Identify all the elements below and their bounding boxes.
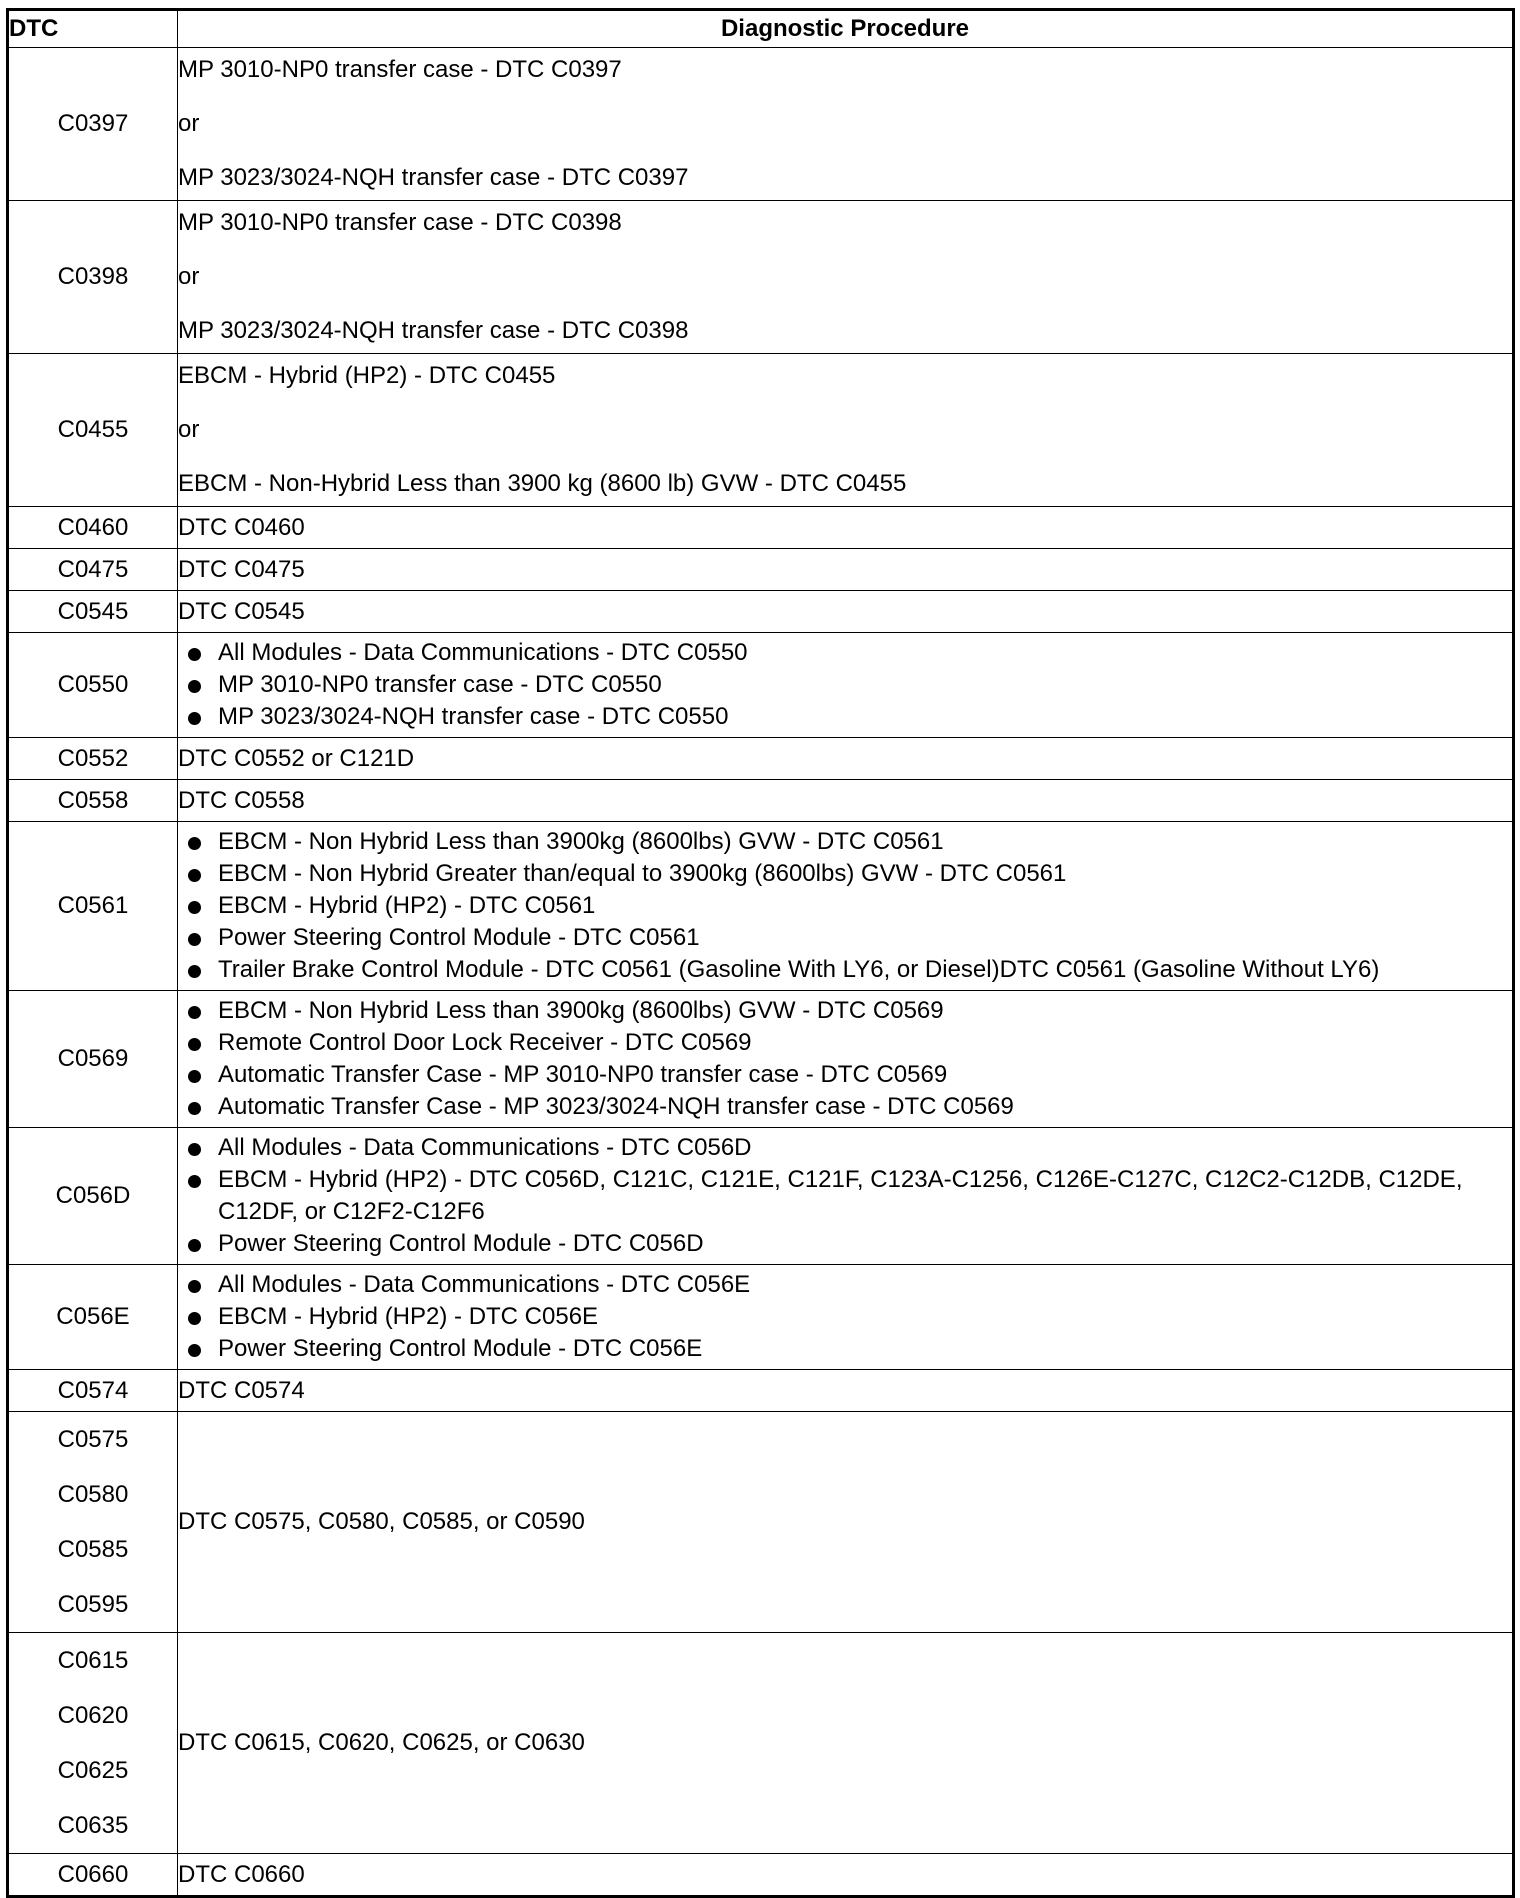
procedure-line: EBCM - Non-Hybrid Less than 3900 kg (8600 lb) GVW - DTC C0455	[178, 470, 907, 497]
dtc-code: C056E	[8, 1265, 178, 1370]
dtc-code-group	[8, 1633, 178, 1854]
procedure-bullet: EBCM - Hybrid (HP2) - DTC C056D, C121C, C121E, C121F, C123A-C1256, C126E-C127C, C12C2-C12DB, C12DE, C12DF, or C12F2-C12F6	[218, 1164, 1512, 1228]
procedure-line: or	[178, 263, 200, 290]
procedure-cell	[178, 1128, 1514, 1265]
procedure-bullet-list	[178, 1132, 1512, 1260]
procedure-cell: DTC C0552 or C121D	[178, 738, 1514, 780]
procedure-cell: DTC C0475	[178, 549, 1514, 591]
dtc-code: C0455	[8, 354, 178, 507]
procedure-bullet: All Modules - Data Communications - DTC C056E	[218, 1269, 1512, 1301]
dtc-code: C0550	[8, 633, 178, 738]
table-row	[8, 738, 1514, 780]
procedure-cell: DTC C0558	[178, 780, 1514, 822]
procedure-bullet: Remote Control Door Lock Receiver - DTC C0569	[218, 1027, 1512, 1059]
table-row	[8, 48, 1514, 201]
procedure-cell	[178, 1265, 1514, 1370]
dtc-code: C0574	[8, 1370, 178, 1412]
procedure-bullet: EBCM - Hybrid (HP2) - DTC C056E	[218, 1301, 1512, 1333]
dtc-code: C0460	[8, 507, 178, 549]
dtc-code: C0580	[57, 1481, 129, 1508]
procedure-bullet: Trailer Brake Control Module - DTC C0561 (Gasoline With LY6, or Diesel)DTC C0561 (Gasoline Without LY6)	[218, 954, 1512, 986]
table-row	[8, 591, 1514, 633]
dtc-code: C0595	[57, 1591, 129, 1618]
dtc-code: C0615	[57, 1647, 129, 1674]
procedure-cell: DTC C0460	[178, 507, 1514, 549]
dtc-code: C0552	[8, 738, 178, 780]
procedure-cell	[178, 201, 1514, 354]
table-row	[8, 822, 1514, 991]
dtc-code: C0397	[8, 48, 178, 201]
procedure-cell: DTC C0574	[178, 1370, 1514, 1412]
procedure-bullet-list	[178, 1269, 1512, 1365]
procedure-bullet: Automatic Transfer Case - MP 3023/3024-NQH transfer case - DTC C0569	[218, 1091, 1512, 1123]
procedure-bullet: All Modules - Data Communications - DTC C056D	[218, 1132, 1512, 1164]
procedure-cell	[178, 991, 1514, 1128]
table-row	[8, 1412, 1514, 1633]
procedure-bullet: Automatic Transfer Case - MP 3010-NP0 transfer case - DTC C0569	[218, 1059, 1512, 1091]
procedure-bullet: Power Steering Control Module - DTC C056E	[218, 1333, 1512, 1365]
procedure-line: EBCM - Hybrid (HP2) - DTC C0455	[178, 362, 556, 389]
procedure-line: or	[178, 110, 200, 137]
procedure-bullet: EBCM - Non Hybrid Greater than/equal to 3900kg (8600lbs) GVW - DTC C0561	[218, 858, 1512, 890]
procedure-bullet: EBCM - Hybrid (HP2) - DTC C0561	[218, 890, 1512, 922]
table-row	[8, 549, 1514, 591]
table-row	[8, 1128, 1514, 1265]
dtc-code: C0625	[57, 1757, 129, 1784]
procedure-cell	[178, 633, 1514, 738]
dtc-column-header: DTC	[8, 10, 178, 48]
dtc-code: C0558	[8, 780, 178, 822]
procedure-cell	[178, 822, 1514, 991]
dtc-code: C0635	[57, 1812, 129, 1839]
table-row	[8, 1265, 1514, 1370]
procedure-cell: DTC C0615, C0620, C0625, or C0630	[178, 1633, 1514, 1854]
dtc-code-group	[8, 1412, 178, 1633]
procedure-bullet: MP 3023/3024-NQH transfer case - DTC C0550	[218, 701, 1512, 733]
procedure-bullet-list	[178, 826, 1512, 986]
dtc-code: C0561	[8, 822, 178, 991]
table-row	[8, 1370, 1514, 1412]
table-row	[8, 1854, 1514, 1897]
procedure-cell: DTC C0545	[178, 591, 1514, 633]
procedure-bullet: MP 3010-NP0 transfer case - DTC C0550	[218, 669, 1512, 701]
table-row	[8, 780, 1514, 822]
procedure-bullet: Power Steering Control Module - DTC C0561	[218, 922, 1512, 954]
dtc-code: C056D	[8, 1128, 178, 1265]
dtc-code: C0545	[8, 591, 178, 633]
procedure-cell	[178, 354, 1514, 507]
table-row	[8, 1633, 1514, 1854]
dtc-code: C0398	[8, 201, 178, 354]
procedure-line: MP 3010-NP0 transfer case - DTC C0397	[178, 56, 622, 83]
table-row	[8, 633, 1514, 738]
procedure-bullet: EBCM - Non Hybrid Less than 3900kg (8600lbs) GVW - DTC C0569	[218, 995, 1512, 1027]
procedure-bullet: Power Steering Control Module - DTC C056D	[218, 1228, 1512, 1260]
table-row	[8, 201, 1514, 354]
dtc-code: C0569	[8, 991, 178, 1128]
table-row	[8, 507, 1514, 549]
table-row	[8, 991, 1514, 1128]
procedure-cell: DTC C0660	[178, 1854, 1514, 1897]
dtc-code: C0575	[57, 1426, 129, 1453]
procedure-bullet: EBCM - Non Hybrid Less than 3900kg (8600lbs) GVW - DTC C0561	[218, 826, 1512, 858]
procedure-line: or	[178, 416, 200, 443]
header-row	[8, 10, 1514, 48]
dtc-code: C0660	[8, 1854, 178, 1897]
procedure-column-header: Diagnostic Procedure	[178, 10, 1514, 48]
procedure-bullet-list	[178, 995, 1512, 1123]
dtc-table	[6, 8, 1515, 1898]
procedure-cell	[178, 48, 1514, 201]
procedure-bullet-list	[178, 637, 1512, 733]
dtc-code: C0475	[8, 549, 178, 591]
procedure-line: MP 3023/3024-NQH transfer case - DTC C0397	[178, 164, 689, 191]
procedure-line: MP 3010-NP0 transfer case - DTC C0398	[178, 209, 622, 236]
dtc-code: C0620	[57, 1702, 129, 1729]
dtc-code: C0585	[57, 1536, 129, 1563]
procedure-bullet: All Modules - Data Communications - DTC C0550	[218, 637, 1512, 669]
procedure-cell: DTC C0575, C0580, C0585, or C0590	[178, 1412, 1514, 1633]
procedure-line: MP 3023/3024-NQH transfer case - DTC C0398	[178, 317, 689, 344]
table-row	[8, 354, 1514, 507]
